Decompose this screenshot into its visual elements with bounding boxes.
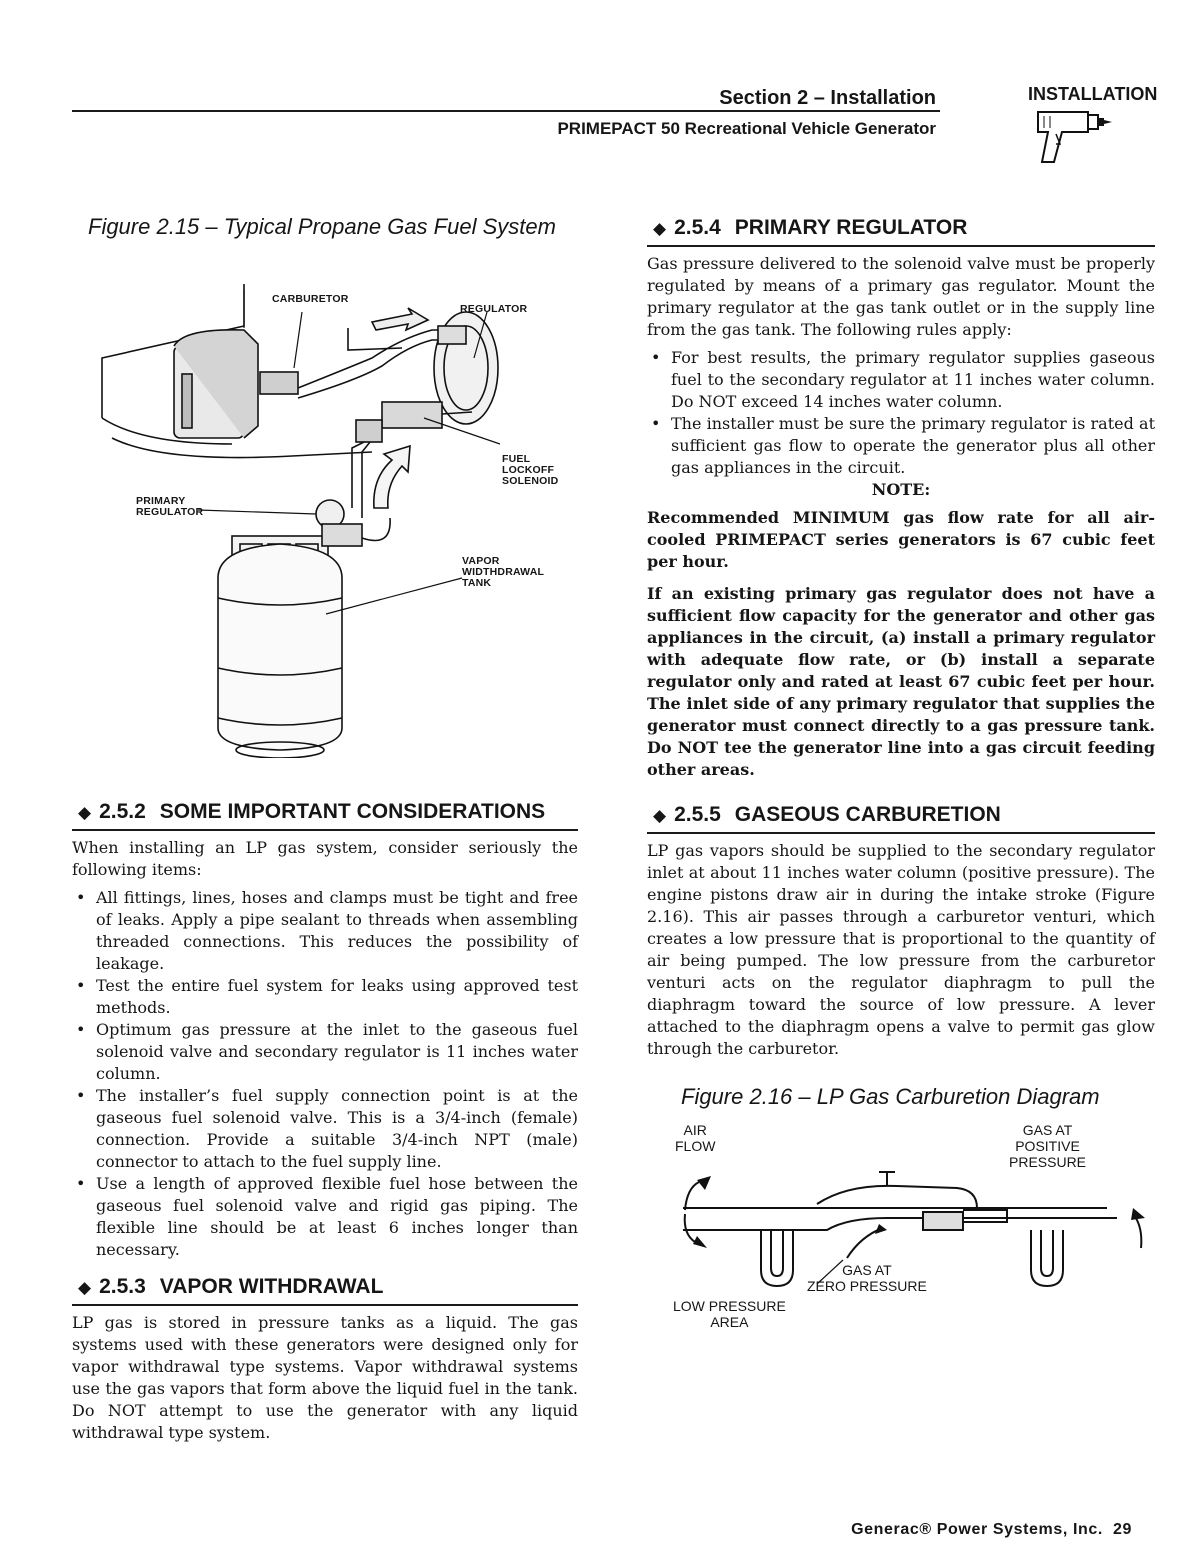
diamond-icon: ◆	[78, 1278, 92, 1297]
label-line: GAS AT	[1022, 1122, 1073, 1138]
section-2-5-4-list	[647, 347, 1155, 479]
header-subtitle: PRIMEPACT 50 Recreational Vehicle Generator	[557, 119, 936, 138]
list-item: • Test the entire fuel system for leaks using approved test methods.	[72, 975, 578, 1019]
label-fuel-lockoff-solenoid	[502, 454, 558, 487]
section-2-5-5-heading	[647, 801, 1155, 834]
label-line: LOW PRESSURE	[673, 1298, 786, 1314]
list-item: • The installer’s fuel supply connection point is at the gaseous fuel solenoid valve. This is a 3/4-inch (female) connection. Provide a suitable 3/4-inch NPT (male) connector to attach to the fuel supply line.	[72, 1085, 578, 1173]
section-2-5-2-list	[72, 887, 578, 1261]
section-number: 2.5.3	[99, 1275, 146, 1298]
label-line: PRESSURE	[1009, 1154, 1087, 1170]
label-line: POSITIVE	[1015, 1138, 1080, 1154]
section-title: GASEOUS CARBURETION	[734, 803, 1001, 826]
diamond-icon: ◆	[653, 806, 667, 825]
label-line: VAPOR	[462, 555, 500, 567]
label-regulator: REGULATOR	[460, 303, 528, 315]
page-number: 29	[1113, 1521, 1132, 1538]
drill-icon	[1030, 104, 1114, 168]
list-item: • Optimum gas pressure at the inlet to the gaseous fuel solenoid valve and secondary regulator is 11 inches water column.	[72, 1019, 578, 1085]
section-2-5-3-body: LP gas is stored in pressure tanks as a liquid. The gas systems used with these generators were designed only for vapor withdrawal type systems. Vapor withdrawal systems use the gas vapors that form above the liquid fuel in the tank. Do NOT attempt to use the generator with any liquid withdrawal type system.	[72, 1313, 578, 1442]
label-line: AREA	[710, 1314, 749, 1330]
label-gas-positive-pressure	[1009, 1122, 1086, 1170]
section-2-5-5-body: LP gas vapors should be supplied to the secondary regulator inlet at about 11 inches water column (positive pressure). The engine pistons draw air in during the intake stroke (Figure 2.16). This air passes through a carburetor venturi, which creates a low pressure that is proportional to the quantity of air being pumped. The low pressure from the carburetor venturi acts on the regulator diaphragm to pull the diaphragm toward the source of low pressure. A lever attached to the diaphragm opens a valve to permit gas glow through the carburetor.	[647, 841, 1155, 1058]
label-line: FLOW	[675, 1138, 716, 1154]
figure-2-15-title: Figure 2.15 – Typical Propane Gas Fuel System	[88, 214, 556, 239]
label-line: TANK	[462, 577, 492, 589]
header-rule	[72, 110, 940, 112]
note-label: NOTE:	[871, 480, 931, 499]
diamond-icon: ◆	[653, 219, 667, 238]
section-title: SOME IMPORTANT CONSIDERATIONS	[159, 800, 546, 823]
label-carburetor: CARBURETOR	[272, 293, 349, 305]
list-item: • Use a length of approved flexible fuel hose between the gaseous fuel solenoid valve and rigid gas piping. The flexible line should be at least 6 inches longer than necessary.	[72, 1173, 578, 1261]
list-item: • All fittings, lines, hoses and clamps must be tight and free of leaks. Apply a pipe sealant to threads when assembling threaded connections. This reduces the possibility of leakage.	[72, 887, 578, 975]
section-title: VAPOR WITHDRAWAL	[159, 1275, 384, 1298]
label-air-flow	[675, 1122, 715, 1154]
label-line: GAS AT	[842, 1262, 892, 1278]
page-footer	[851, 1521, 1132, 1539]
list-item: • The installer must be sure the primary regulator is rated at sufficient gas flow to operate the generator plus all other gas appliances in the circuit.	[647, 413, 1155, 479]
section-2-5-2-heading	[72, 798, 578, 831]
figure-2-16-title: Figure 2.16 – LP Gas Carburetion Diagram	[681, 1084, 1100, 1109]
section-2-5-4-intro: Gas pressure delivered to the solenoid valve must be properly regulated by means of a primary gas regulator. Mount the primary regulator at the gas tank outlet or in the supply line from the gas tank. The following rules apply:	[647, 254, 1155, 339]
header-section-title: Section 2 – Installation	[719, 87, 936, 109]
label-line: REGULATOR	[136, 506, 204, 518]
section-number: 2.5.5	[674, 803, 721, 826]
footer-company: Generac® Power Systems, Inc.	[851, 1521, 1103, 1538]
propane-fuel-system-figure	[72, 248, 578, 758]
label-primary-regulator	[136, 496, 203, 518]
label-line: ZERO PRESSURE	[807, 1278, 927, 1294]
list-item: • For best results, the primary regulator supplies gaseous fuel to the secondary regulator at 11 inches water column. Do NOT exceed 14 inches water column.	[647, 347, 1155, 413]
section-number: 2.5.4	[674, 216, 721, 239]
section-2-5-3-heading	[72, 1273, 578, 1306]
label-low-pressure-area	[673, 1298, 786, 1330]
section-tag: INSTALLATION	[1028, 84, 1158, 104]
label-vapor-withdrawal-tank	[462, 556, 544, 589]
label-line: AIR	[683, 1122, 707, 1138]
section-number: 2.5.2	[99, 800, 146, 823]
label-line: SOLENOID	[502, 475, 559, 487]
label-line: WIDTHDRAWAL	[462, 566, 545, 578]
label-line: FUEL	[502, 453, 531, 465]
label-line: LOCKOFF	[502, 464, 555, 476]
section-2-5-4-heading	[647, 214, 1155, 247]
diamond-icon: ◆	[78, 803, 92, 822]
carburetion-diagram	[647, 1118, 1155, 1348]
note-paragraph-2: If an existing primary gas regulator does not have a sufficient flow capacity for the generator and other gas appliances in the circuit, (a) install a primary regulator with adequate flow rate, or (b) install a separate regulator only and rated at least 67 cubic feet per hour. The inlet side of any primary regulator that supplies the generator must connect directly to a gas pressure tank. Do NOT tee the generator line into a gas circuit feeding other areas.	[647, 584, 1155, 779]
note-paragraph-1: Recommended MINIMUM gas flow rate for all air-cooled PRIMEPACT series generators is 67 cubic feet per hour.	[647, 508, 1155, 571]
section-title: PRIMARY REGULATOR	[734, 216, 968, 239]
section-2-5-2-intro: When installing an LP gas system, consider seriously the following items:	[72, 838, 578, 879]
label-gas-zero-pressure	[807, 1262, 927, 1294]
label-line: PRIMARY	[136, 495, 186, 507]
